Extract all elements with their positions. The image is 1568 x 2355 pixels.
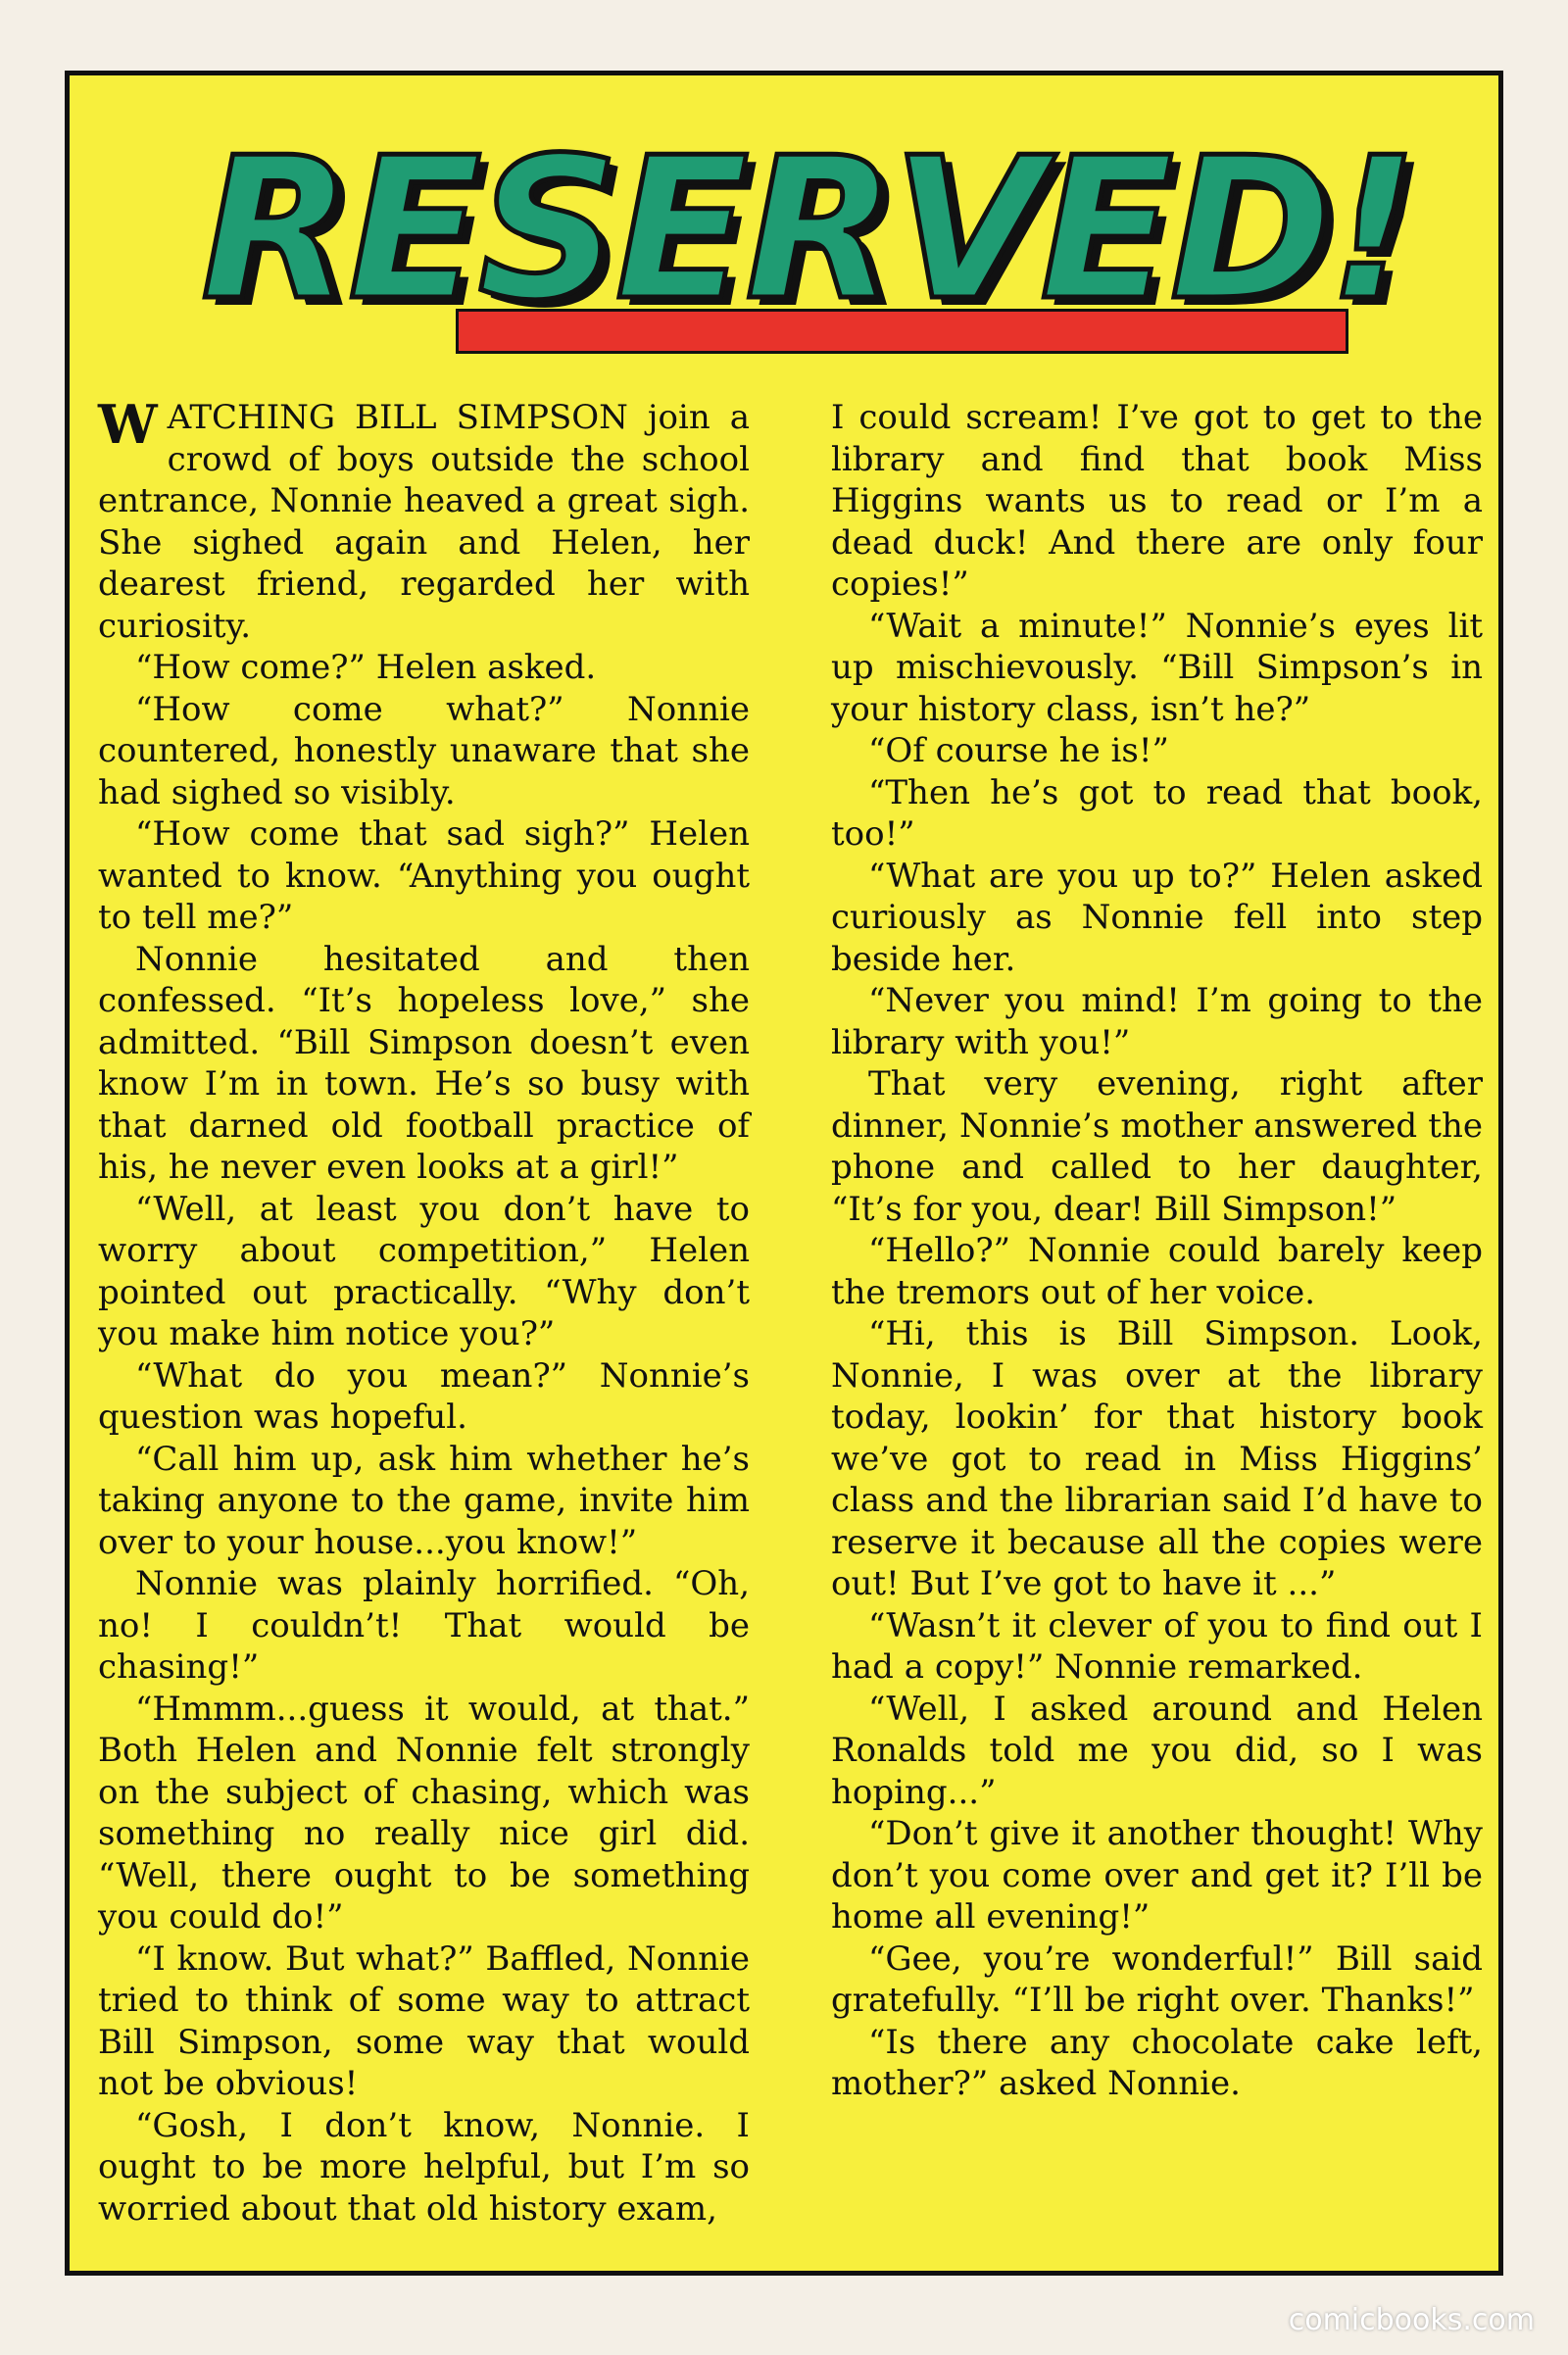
story-title: RESERVED! <box>201 116 1414 344</box>
paragraph: Nonnie was plainly horrified. “Oh, no! I couldn’t! That would be chasing!” <box>98 1564 750 1687</box>
paragraph: “Hello?” Nonnie could barely keep the tremors out of her voice. <box>831 1231 1483 1312</box>
paragraph: “How come?” Helen asked. <box>135 648 597 687</box>
drop-cap: W <box>98 393 158 456</box>
paragraph: “Gosh, I don’t know, Nonnie. I ought to be more helpful, but I’m so worried about that old history exam, <box>98 2105 750 2229</box>
paragraph: “I know. But what?” Baffled, Nonnie tried to think of some way to attract Bill Simpson, some way that would not be obvious! <box>98 1938 750 2103</box>
paragraph: “Of course he is!” <box>868 731 1169 770</box>
paragraph: “How come that sad sigh?” Helen wanted to know. “Anything you ought to tell me?” <box>98 814 750 937</box>
paragraph: “Then he’s got to read that book, too!” <box>831 772 1483 854</box>
site-watermark: comicbooks.com <box>1288 2303 1535 2337</box>
paragraph: That very evening, right after dinner, Nonnie’s mother answered the phone and called to her daughter, “It’s for you, dear! Bill Simpson!” <box>831 1064 1483 1229</box>
paragraph: “Hmmm...guess it would, at that.” Both Helen and Nonnie felt strongly on the subject of chasing, which was something no really nice girl did. “Well, there ought to be something you could do!” <box>98 1689 750 1937</box>
paragraph: “Wait a minute!” Nonnie’s eyes lit up mischievously. “Bill Simpson’s in your history class, isn’t he?” <box>831 606 1483 729</box>
paragraph: “Wasn’t it clever of you to find out I had a copy!” Nonnie remarked. <box>831 1605 1483 1687</box>
paragraph: Nonnie hesitated and then confessed. “It’s hopeless love,” she admitted. “Bill Simpson doesn’t even know I’m in town. He’s so busy with that darned old football practice of his, he never even looks at a girl!” <box>98 939 750 1187</box>
paragraph: “Well, at least you don’t have to worry about competition,” Helen pointed out practically. “Why don’t you make him notice you?” <box>98 1189 750 1353</box>
title-logo <box>108 98 1414 392</box>
paragraph: “Don’t give it another thought! Why don’t you come over and get it? I’ll be home all evening!” <box>831 1814 1483 1937</box>
paragraph: “Never you mind! I’m going to the library with you!” <box>831 981 1483 1062</box>
left-text-column <box>98 393 750 2230</box>
paragraph: WATCHING BILL SIMPSON join a crowd of boys outside the school entrance, Nonnie heaved a great sigh. She sighed again and Helen, her dearest friend, regarded her with curiosity. <box>98 393 750 646</box>
paragraph: I could scream! I’ve got to get to the library and find that book Miss Higgins wants us to read or I’m a dead duck! And there are only four copies!” <box>831 398 1483 604</box>
paragraph: “Is there any chocolate cake left, mother?” asked Nonnie. <box>831 2022 1483 2103</box>
paragraph: “Well, I asked around and Helen Ronalds told me you did, so I was hoping...” <box>831 1689 1483 1812</box>
right-text-column <box>831 397 1483 2105</box>
paragraph: “What are you up to?” Helen asked curiously as Nonnie fell into step beside her. <box>831 856 1483 979</box>
paragraph: “What do you mean?” Nonnie’s question was hopeful. <box>98 1355 750 1437</box>
paragraph: “Call him up, ask him whether he’s taking anyone to the game, invite him over to your house...you know!” <box>98 1439 750 1562</box>
paragraph: “Gee, you’re wonderful!” Bill said gratefully. “I’ll be right over. Thanks!” <box>831 1938 1483 2020</box>
paragraph: “Hi, this is Bill Simpson. Look, Nonnie, I was over at the library today, lookin’ for that history book we’ve got to read in Miss Higgins’ class and the librarian said I’d have to reserve it because all the copies were out! But I’ve got to have it ...” <box>831 1314 1483 1603</box>
paragraph: “How come what?” Nonnie countered, honestly unaware that she had sighed so visibly. <box>98 689 750 812</box>
